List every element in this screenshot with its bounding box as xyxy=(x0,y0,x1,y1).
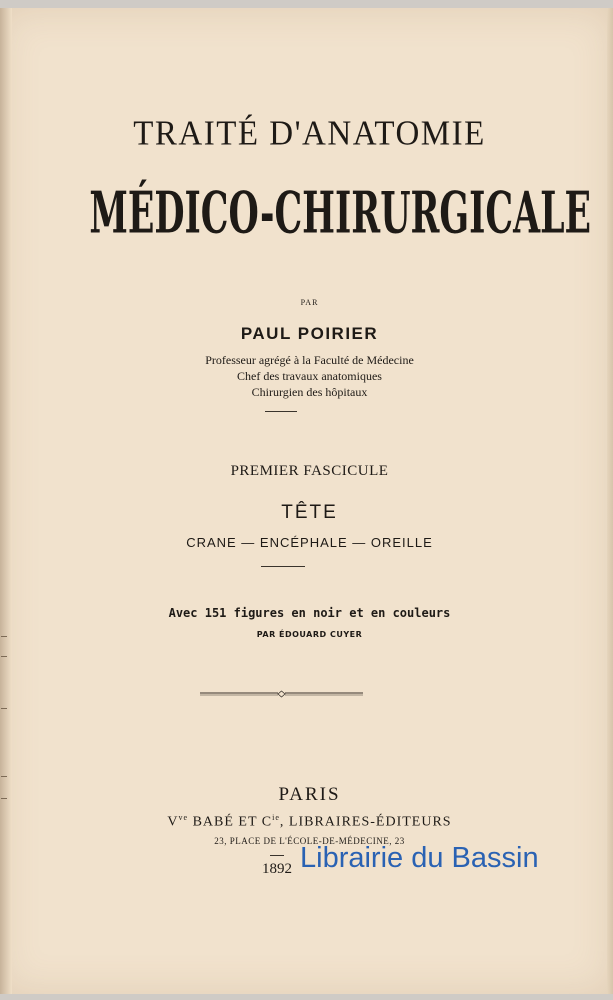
imprint-year: 1892 xyxy=(262,861,292,877)
illustrator-credit: PAR ÉDOUARD CUYER xyxy=(256,630,363,639)
author-credential: Chef des travaux anatomiques xyxy=(237,369,382,383)
volume-subject: TÊTE xyxy=(281,502,338,523)
imprint-address: 23, PLACE DE L'ÉCOLE-DE-MÉDECINE, 23 xyxy=(214,836,405,846)
volume-parts: CRANE — ENCÉPHALE — OREILLE xyxy=(186,535,433,550)
by-label: PAR xyxy=(300,298,319,307)
publisher-name: BABÉ ET C xyxy=(188,814,273,830)
margin-mark xyxy=(1,636,7,637)
figures-note: Avec 151 figures en noir et en couleurs xyxy=(168,606,451,620)
fascicle-label: PREMIER FASCICULE xyxy=(230,463,389,479)
title-line-2: MÉDICO-CHIRURGICALE xyxy=(89,180,592,248)
imprint-city: PARIS xyxy=(278,784,341,805)
title-line-1: TRAITÉ D'ANATOMIE xyxy=(133,115,486,153)
margin-mark xyxy=(1,708,7,709)
publisher-role: , LIBRAIRES-ÉDITEURS xyxy=(279,814,452,830)
margin-mark xyxy=(1,798,7,799)
publisher-prefix: V xyxy=(167,814,179,830)
watermark-text: Librairie du Bassin xyxy=(300,842,539,874)
imprint-publisher xyxy=(12,813,607,831)
ornament-rule xyxy=(200,688,363,700)
author-credential: Chirurgien des hôpitaux xyxy=(251,385,368,399)
margin-mark xyxy=(1,776,7,777)
publisher-prefix-superscript: ve xyxy=(178,813,189,822)
title-page xyxy=(0,8,613,994)
author-name: PAUL POIRIER xyxy=(240,324,379,343)
divider-rule xyxy=(261,566,305,567)
divider-rule xyxy=(265,411,297,412)
divider-rule xyxy=(270,855,284,856)
publisher-company-superscript: ie xyxy=(272,813,280,822)
page-edge xyxy=(607,8,613,994)
author-credential: Professeur agrégé à la Faculté de Médecine xyxy=(205,353,414,367)
margin-mark xyxy=(1,656,7,657)
book-gutter xyxy=(0,8,12,994)
